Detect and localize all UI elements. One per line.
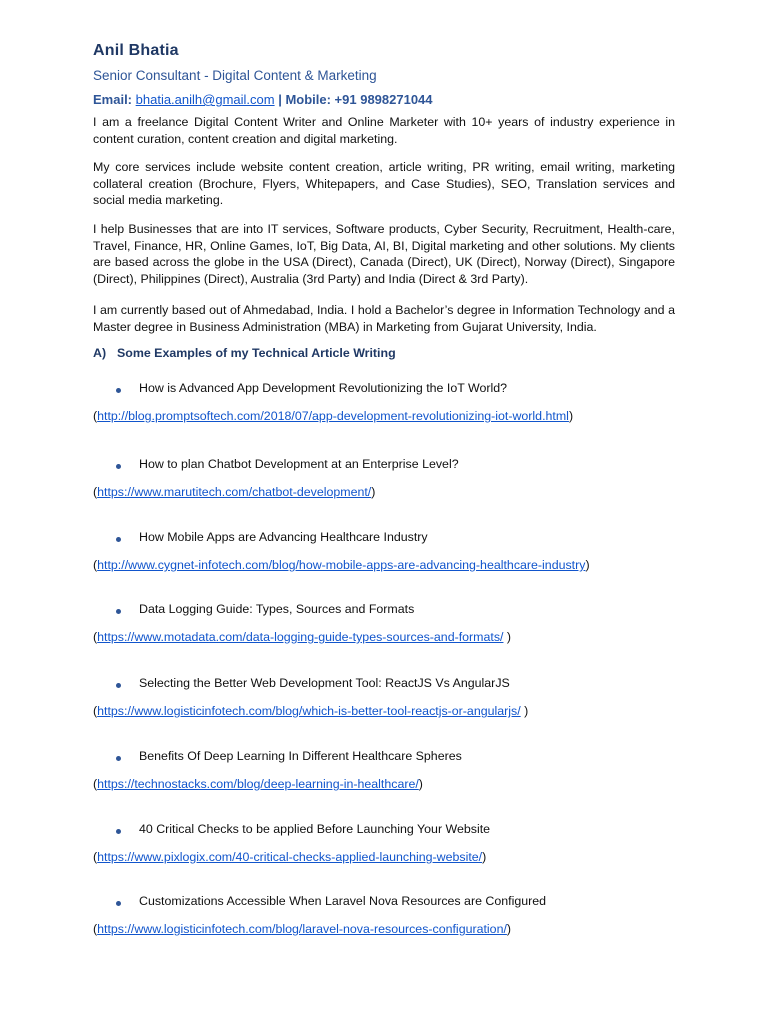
email-label: Email:	[93, 92, 133, 107]
bullet-icon	[116, 464, 121, 469]
section-title: Some Examples of my Technical Article Writing	[117, 346, 396, 360]
article-link[interactable]: https://www.motadata.com/data-logging-guide-types-sources-and-formats/	[97, 630, 504, 644]
paren-open: (	[93, 922, 98, 936]
article-title: Selecting the Better Web Development Tool: ReactJS Vs AngularJS	[139, 676, 510, 690]
bullet-icon	[116, 829, 121, 834]
paren-open: (	[93, 850, 98, 864]
section-heading	[93, 346, 396, 360]
bullet-icon	[116, 901, 121, 906]
article-link[interactable]: https://technostacks.com/blog/deep-learning-in-healthcare/	[97, 777, 419, 791]
mobile-label: Mobile: +91 9898271044	[285, 92, 433, 107]
paren-close: )	[506, 922, 512, 936]
contact-line	[93, 92, 433, 107]
bullet-icon	[116, 683, 121, 688]
education-paragraph: I am currently based out of Ahmedabad, India. I hold a Bachelor’s degree in Information Technology and a Master degree in Business Administration (MBA) in Marketing from Gujarat University, India.	[93, 303, 675, 334]
bullet-icon	[116, 388, 121, 393]
paren-close: )	[568, 409, 574, 423]
bullet-icon	[116, 537, 121, 542]
article-link-line	[93, 485, 375, 499]
article-title: Benefits Of Deep Learning In Different Healthcare Spheres	[139, 749, 462, 763]
paren-close: )	[520, 704, 529, 718]
article-link[interactable]: http://blog.promptsoftech.com/2018/07/app-development-revolutionizing-iot-world.html	[97, 409, 569, 423]
article-link[interactable]: https://www.logisticinfotech.com/blog/which-is-better-tool-reactjs-or-angularjs/	[97, 704, 521, 718]
paren-close: )	[482, 850, 487, 864]
article-link-line	[93, 409, 573, 423]
paren-open: (	[93, 704, 98, 718]
paren-close: )	[418, 777, 423, 791]
article-title: How is Advanced App Development Revolutionizing the IoT World?	[139, 381, 508, 395]
article-title: How to plan Chatbot Development at an Enterprise Level?	[139, 457, 459, 471]
paren-open: (	[93, 485, 98, 499]
article-link[interactable]: http://www.cygnet-infotech.com/blog/how-mobile-apps-are-advancing-healthcare-industry	[97, 558, 586, 572]
services-paragraph: My core services include website content creation, article writing, PR writing, email writing, marketing collateral creation (Brochure, Flyers, Whitepapers, and Case Studies), SEO, Translation services and social media marketing.	[93, 160, 675, 207]
article-link-line	[93, 704, 528, 718]
article-link-line	[93, 850, 486, 864]
paren-open: (	[93, 409, 98, 423]
paren-close: )	[503, 630, 512, 644]
article-title: How Mobile Apps are Advancing Healthcare Industry	[139, 530, 428, 544]
paren-close: )	[585, 558, 590, 572]
clients-paragraph: I help Businesses that are into IT services, Software products, Cyber Security, Recruitment, Health-care, Travel, Finance, HR, Online Games, IoT, Big Data, AI, BI, Digital marketing and other solutions. My clients are based across the globe in the USA (Direct), Canada (Direct), UK (Direct), Norway (Direct), Singapore (Direct), Philippines (Direct), Australia (3rd Party) and India (Direct & 3rd Party).	[93, 222, 675, 286]
paren-close: )	[371, 485, 376, 499]
bullet-icon	[116, 609, 121, 614]
article-title: Data Logging Guide: Types, Sources and Formats	[139, 602, 415, 616]
section-label: A)	[93, 346, 107, 360]
paren-open: (	[93, 558, 98, 572]
paren-open: (	[93, 777, 98, 791]
article-title: 40 Critical Checks to be applied Before Launching Your Website	[139, 822, 491, 836]
bullet-icon	[116, 756, 121, 761]
article-link[interactable]: https://www.pixlogix.com/40-critical-checks-applied-launching-website/	[97, 850, 483, 864]
author-name: Anil Bhatia	[93, 42, 179, 59]
article-link-line	[93, 630, 511, 644]
paren-open: (	[93, 630, 98, 644]
article-title: Customizations Accessible When Laravel Nova Resources are Configured	[139, 894, 547, 908]
article-link[interactable]: https://www.marutitech.com/chatbot-development/	[97, 485, 372, 499]
article-link-line	[93, 777, 423, 791]
author-role: Senior Consultant - Digital Content & Marketing	[93, 68, 377, 83]
contact-separator: |	[274, 92, 286, 107]
article-link[interactable]: https://www.logisticinfotech.com/blog/laravel-nova-resources-configuration/	[97, 922, 507, 936]
intro-paragraph: I am a freelance Digital Content Writer and Online Marketer with 10+ years of industry experience in content curation, content creation and digital marketing.	[93, 115, 675, 146]
article-link-line	[93, 558, 590, 572]
email-link[interactable]: bhatia.anilh@gmail.com	[135, 92, 275, 107]
article-link-line	[93, 922, 511, 936]
